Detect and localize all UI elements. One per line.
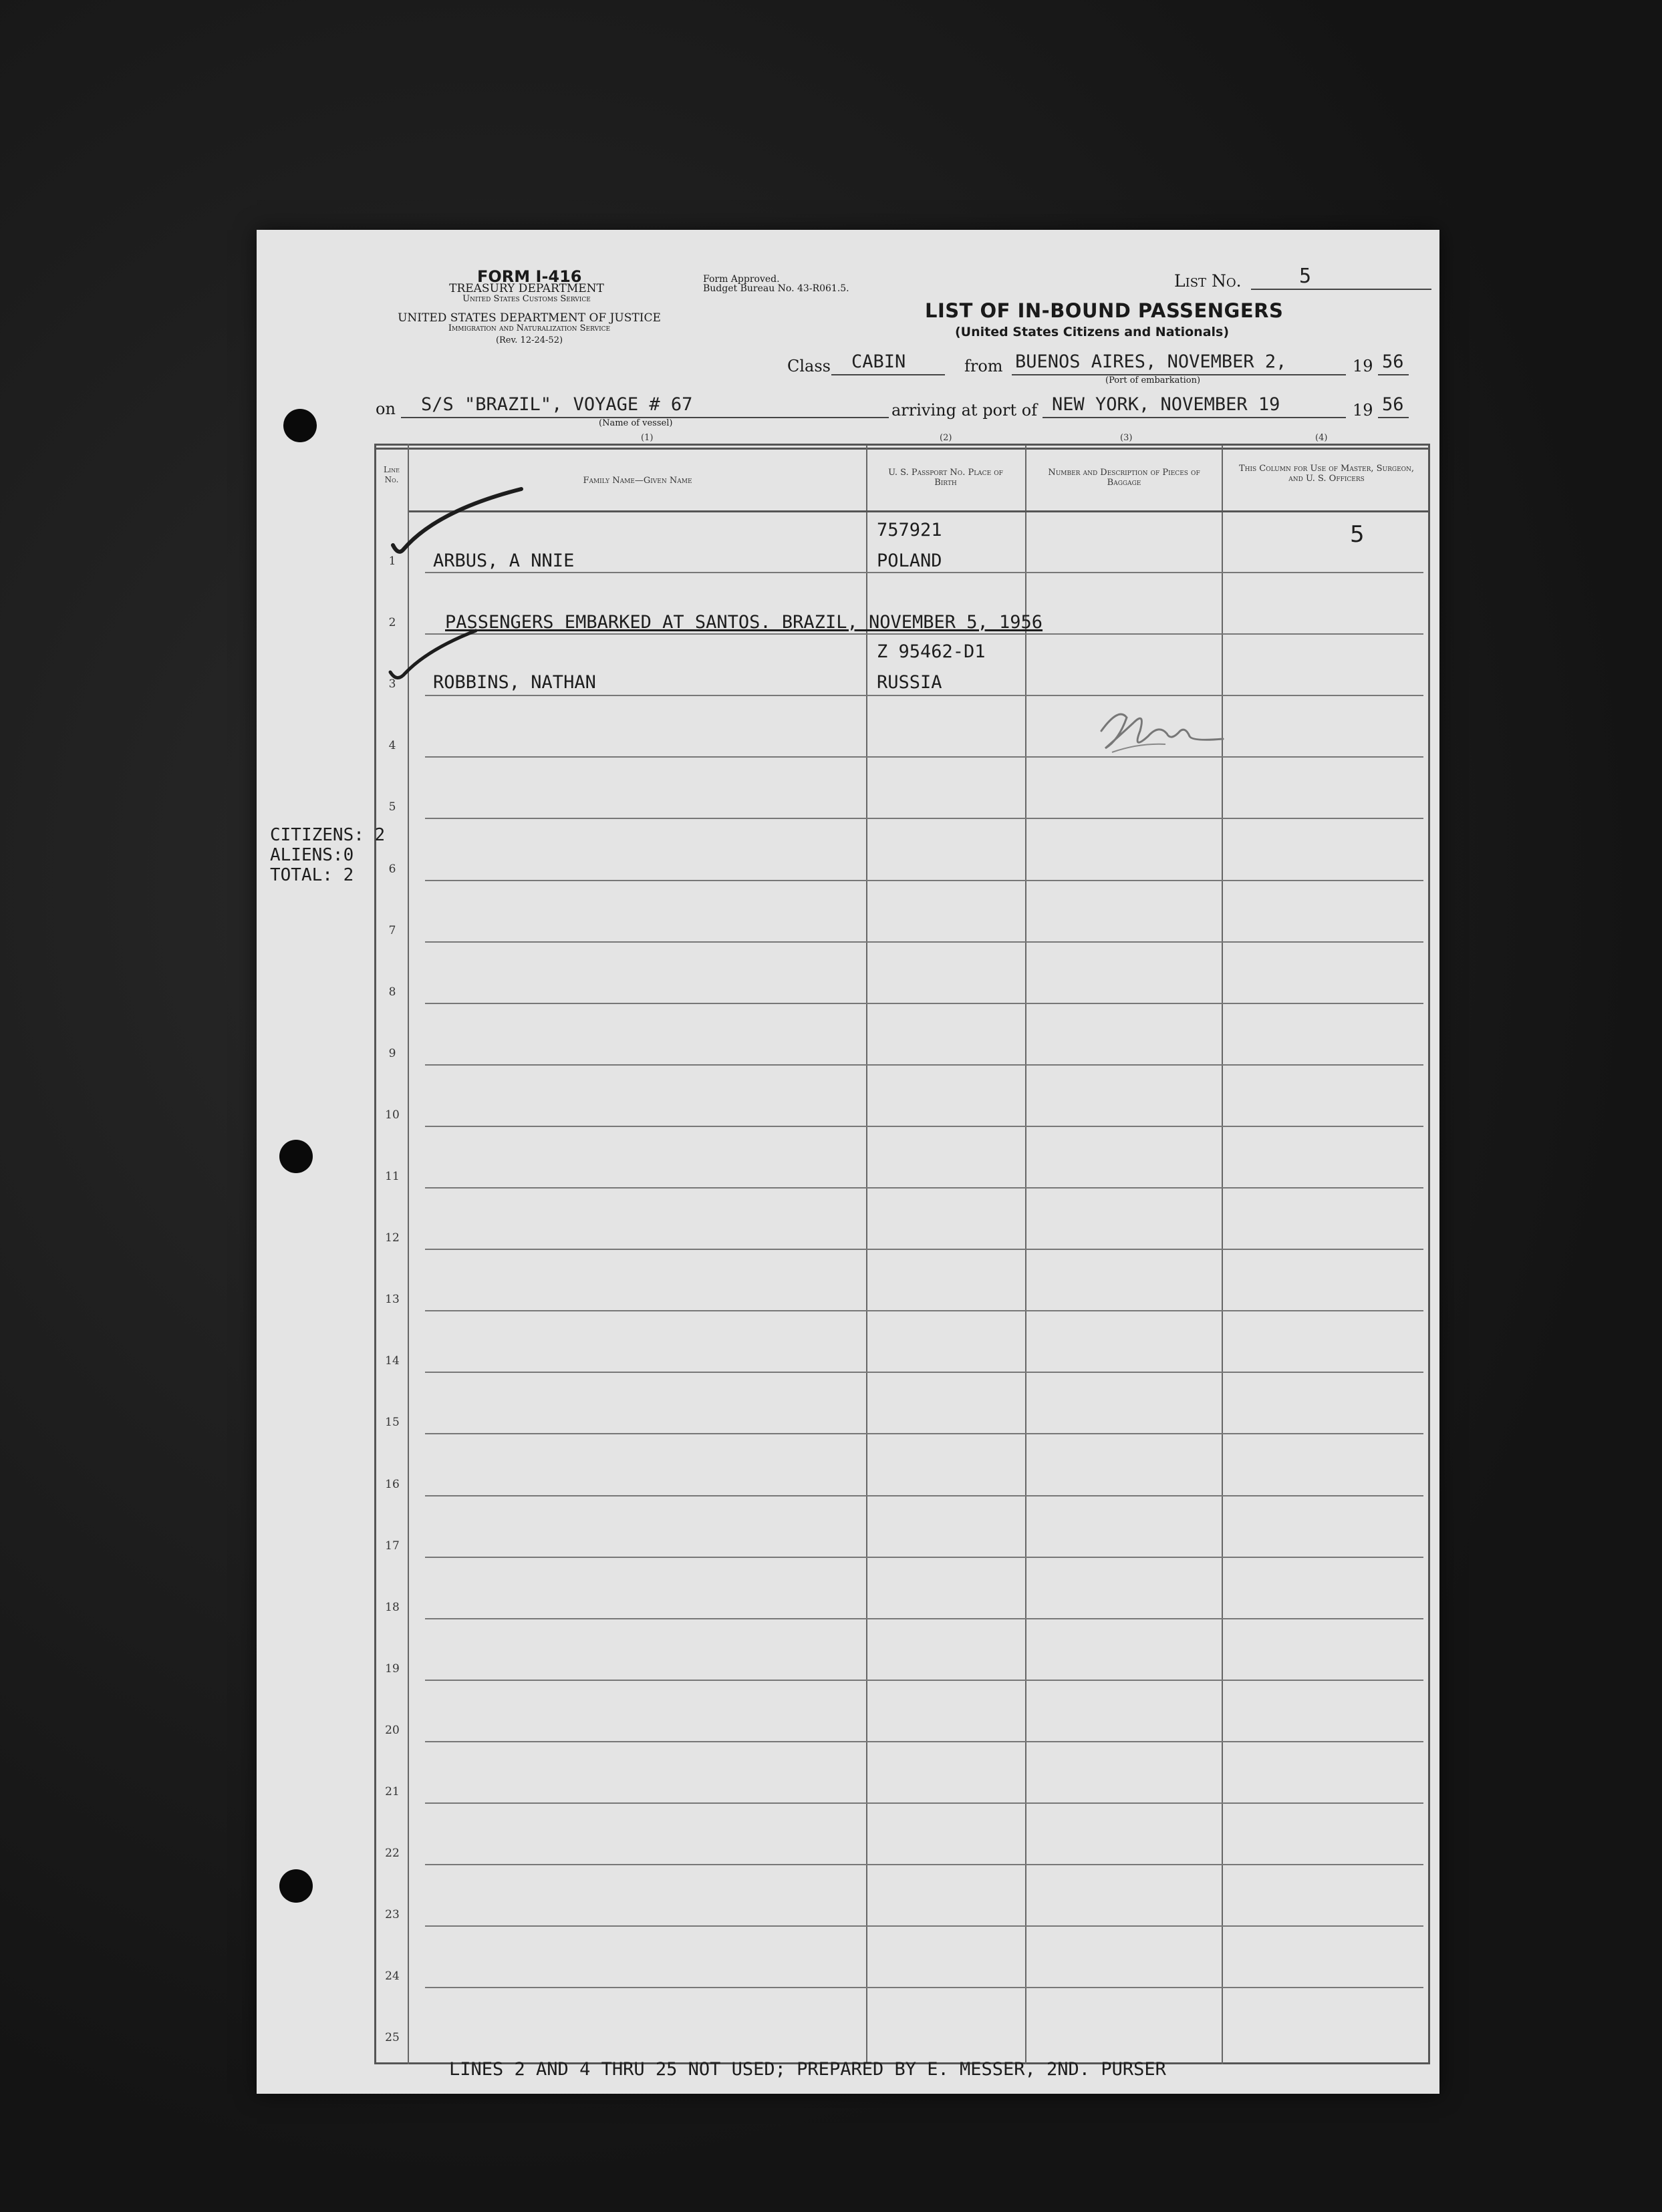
total-count: TOTAL: 2 xyxy=(270,865,354,885)
port-of-embarkation-caption: (Port of embarkation) xyxy=(1105,375,1201,385)
line-number-12: 12 xyxy=(385,1231,400,1245)
class-underline xyxy=(831,374,945,375)
row-rule xyxy=(425,880,1423,881)
row-rule xyxy=(425,1557,1423,1558)
arrival-year-underline xyxy=(1378,417,1409,418)
arriving-label: arriving at port of xyxy=(891,401,1038,420)
header-bottom-rule xyxy=(409,510,1430,512)
arrival-year: 56 xyxy=(1382,394,1404,415)
column-header-passport: U. S. Passport No. Place of Birth xyxy=(888,468,1003,488)
row-rule xyxy=(425,1741,1423,1742)
from-value: BUENOS AIRES, NOVEMBER 2, xyxy=(1015,351,1287,372)
column-number-1: (1) xyxy=(641,433,654,443)
department-of-justice: UNITED STATES DEPARTMENT OF JUSTICE xyxy=(398,311,661,325)
on-label: on xyxy=(376,400,396,418)
row2-embarkation-note: PASSENGERS EMBARKED AT SANTOS. BRAZIL, NOVEMBER 5, 1956 xyxy=(445,612,1043,633)
arrival-value: NEW YORK, NOVEMBER 19 xyxy=(1052,394,1280,415)
passport-baggage-divider xyxy=(1025,445,1026,2064)
row-rule xyxy=(425,1680,1423,1681)
row3-passport-number: Z 95462-D1 xyxy=(877,641,986,662)
check-mark-row3-icon xyxy=(388,625,481,685)
page-title: LIST OF IN-BOUND PASSENGERS xyxy=(925,299,1284,322)
vessel-caption: (Name of vessel) xyxy=(599,418,673,428)
row-rule xyxy=(425,756,1423,758)
line-number-22: 22 xyxy=(385,1847,400,1860)
class-label: Class xyxy=(787,357,831,375)
arrival-year-prefix: 19 xyxy=(1353,401,1373,420)
from-year: 56 xyxy=(1382,351,1404,372)
column-header-name: Family Name—Given Name xyxy=(583,476,692,486)
row1-birthplace: POLAND xyxy=(877,550,942,571)
line-number-3: 3 xyxy=(388,677,396,691)
column-header-officers: This Column for Use of Master, Surgeon, and U. S. Officers xyxy=(1238,464,1415,484)
row-rule xyxy=(425,1925,1423,1927)
line-number-19: 19 xyxy=(385,1662,400,1676)
line-number-2: 2 xyxy=(388,616,396,629)
form-approved: Form Approved. xyxy=(703,274,780,285)
column-header-baggage: Number and Description of Pieces of Baggage xyxy=(1048,468,1200,488)
line-number-11: 11 xyxy=(385,1170,400,1183)
from-label: from xyxy=(964,357,1003,375)
row-rule xyxy=(425,1249,1423,1250)
row-rule xyxy=(425,633,1423,635)
officer-initials-icon xyxy=(1092,704,1226,758)
line-number-6: 6 xyxy=(388,862,396,876)
from-year-prefix: 19 xyxy=(1353,357,1373,375)
line-number-21: 21 xyxy=(385,1785,400,1798)
immigration-service: Immigration and Naturalization Service xyxy=(448,323,611,333)
aliens-count: ALIENS:0 xyxy=(270,845,354,865)
citizens-count: CITIZENS: 2 xyxy=(270,825,386,845)
row-rule xyxy=(425,1310,1423,1311)
line-number-17: 17 xyxy=(385,1539,400,1553)
row-rule xyxy=(425,1495,1423,1496)
name-passport-divider xyxy=(866,445,867,2064)
row-rule xyxy=(425,1064,1423,1066)
column-header-line-no: Line No. xyxy=(384,465,400,484)
line-number-24: 24 xyxy=(385,1969,400,1983)
form-revision: (Rev. 12-24-52) xyxy=(495,335,563,345)
row-rule xyxy=(425,1802,1423,1804)
row-rule xyxy=(425,1618,1423,1619)
row1-passport-number: 757921 xyxy=(877,520,942,540)
footer-note: LINES 2 AND 4 THRU 25 NOT USED; PREPARED BY E. MESSER, 2ND. PURSER xyxy=(449,2059,1166,2080)
form-number: FORM I-416 xyxy=(477,267,582,286)
row-rule xyxy=(425,572,1423,573)
punch-hole-top xyxy=(283,409,317,442)
class-value: CABIN xyxy=(851,351,906,372)
line-number-13: 13 xyxy=(385,1293,400,1306)
column-number-4: (4) xyxy=(1315,433,1328,443)
customs-service: United States Customs Service xyxy=(462,294,591,304)
row-rule xyxy=(425,695,1423,696)
row-rule xyxy=(425,1864,1423,1865)
list-no-underline xyxy=(1251,289,1431,290)
row-rule xyxy=(425,1372,1423,1373)
line-number-8: 8 xyxy=(388,985,396,999)
line-number-10: 10 xyxy=(385,1108,400,1122)
line-number-16: 16 xyxy=(385,1478,400,1491)
treasury-department: TREASURY DEPARTMENT xyxy=(449,282,604,295)
line-number-14: 14 xyxy=(385,1354,400,1368)
budget-bureau-number: Budget Bureau No. 43-R061.5. xyxy=(703,283,849,294)
table-top-rule xyxy=(374,448,1430,450)
line-number-4: 4 xyxy=(388,739,396,752)
manifest-sheet xyxy=(257,230,1439,2094)
list-no-label: List No. xyxy=(1174,271,1242,291)
arrival-underline xyxy=(1043,417,1346,418)
punch-hole-middle xyxy=(279,1140,313,1173)
baggage-officers-divider xyxy=(1222,445,1223,2064)
row-rule xyxy=(425,1003,1423,1004)
vessel-value: S/S "BRAZIL", VOYAGE # 67 xyxy=(421,394,693,415)
line-number-23: 23 xyxy=(385,1908,400,1921)
row1-officer-mark: 5 xyxy=(1350,521,1365,548)
line-number-divider xyxy=(408,444,409,2064)
row1-name: ARBUS, A NNIE xyxy=(433,550,575,571)
line-number-7: 7 xyxy=(388,924,396,937)
list-no-value: 5 xyxy=(1299,265,1312,288)
row-rule xyxy=(425,1187,1423,1189)
line-number-5: 5 xyxy=(388,800,396,814)
row3-birthplace: RUSSIA xyxy=(877,672,942,693)
row-rule xyxy=(425,1987,1423,1988)
row-rule xyxy=(425,1433,1423,1434)
line-number-15: 15 xyxy=(385,1416,400,1429)
from-year-underline xyxy=(1378,374,1409,375)
line-number-18: 18 xyxy=(385,1601,400,1614)
row-rule xyxy=(425,1126,1423,1127)
line-number-1: 1 xyxy=(388,555,396,568)
row-rule xyxy=(425,941,1423,943)
column-number-2: (2) xyxy=(940,433,952,443)
line-number-25: 25 xyxy=(385,2031,400,2044)
line-number-20: 20 xyxy=(385,1724,400,1737)
column-number-3: (3) xyxy=(1120,433,1133,443)
line-number-9: 9 xyxy=(388,1047,396,1060)
row-rule xyxy=(425,818,1423,819)
check-mark-row1-icon xyxy=(390,484,524,557)
punch-hole-bottom xyxy=(279,1869,313,1903)
page-subtitle: (United States Citizens and Nationals) xyxy=(954,325,1230,339)
row3-name: ROBBINS, NATHAN xyxy=(433,672,596,693)
